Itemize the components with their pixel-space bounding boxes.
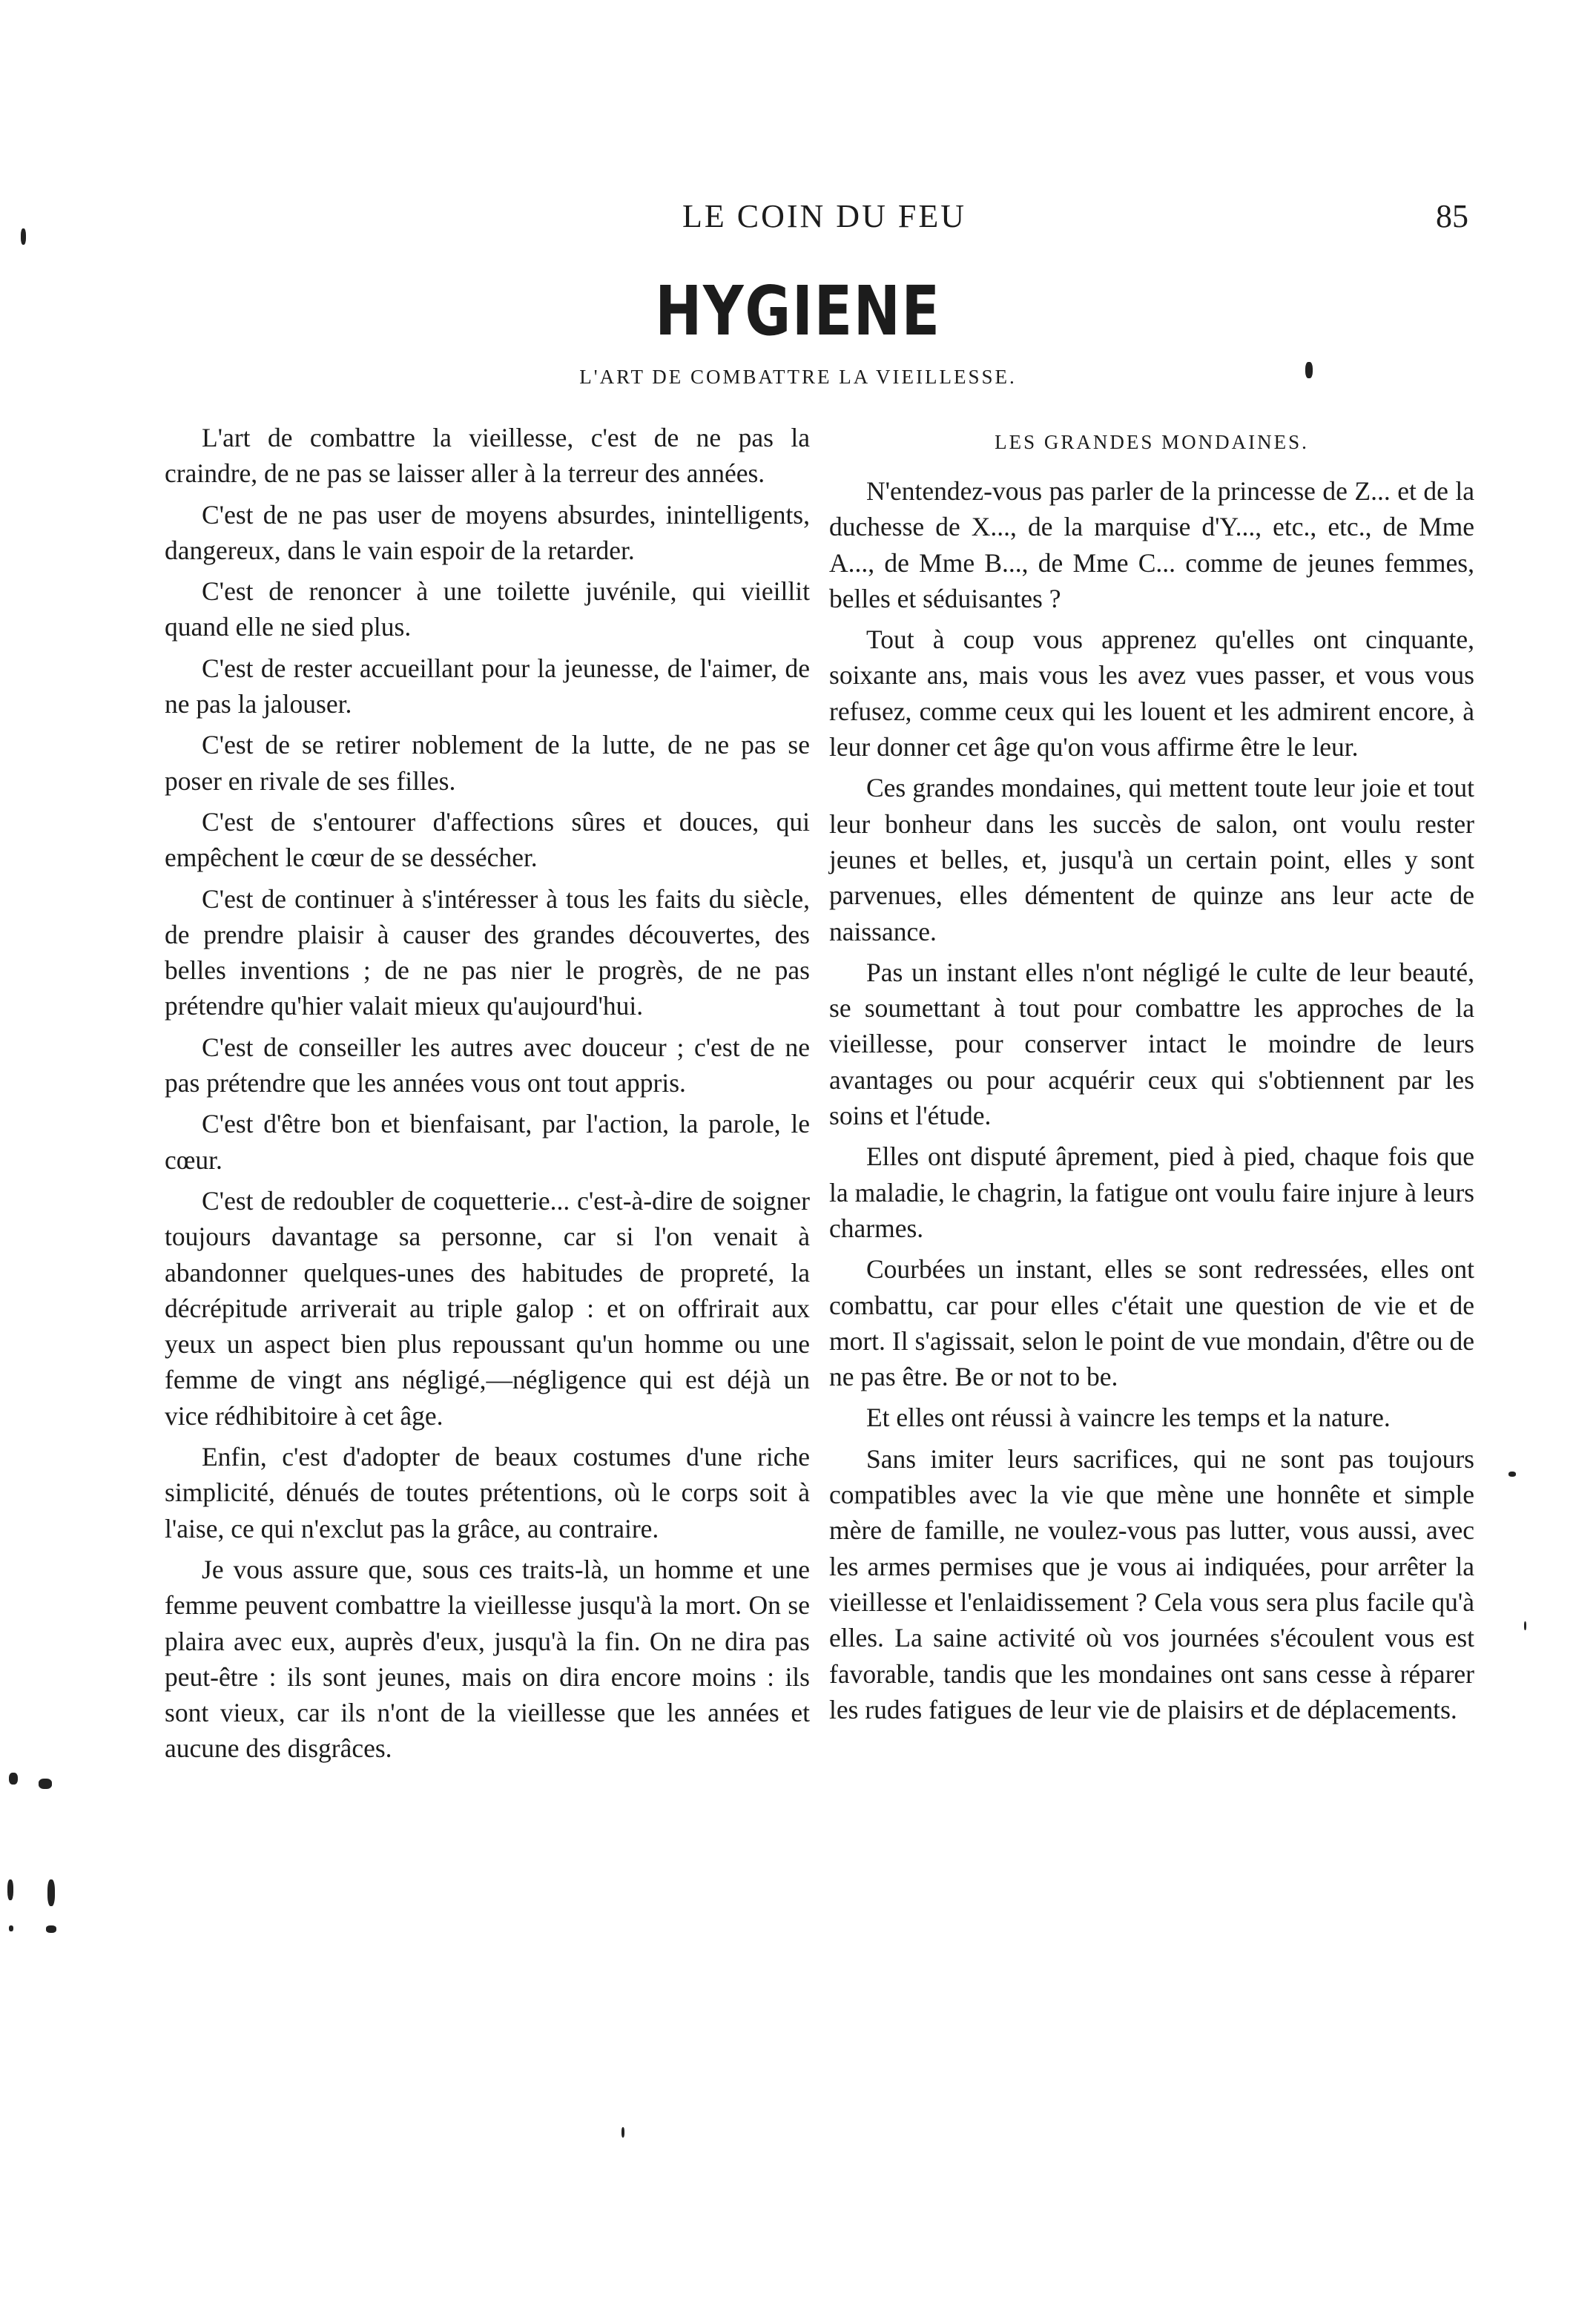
paragraph: Elles ont disputé âprement, pied à pied, chaque fois que la maladie, le chagrin, la fatigue ont voulu faire injure à leurs charmes. bbox=[829, 1141, 1474, 1243]
scan-speck bbox=[39, 1779, 52, 1789]
left-column bbox=[165, 420, 810, 1772]
scan-speck bbox=[1508, 1472, 1516, 1477]
paragraph: C'est de redoubler de coquetterie... c'est-à-dire de soigner toujours davantage sa personne, car si l'on venait à abandonner quelques-unes des habitudes de propreté, la décrépitude arriverait au triple galop : et on offrirait aux yeux un aspect bien plus repoussant qu'un homme ou une femme de vingt ans négligé,—négligence qui est déjà un vice rédhibitoire à cet âge. bbox=[165, 1185, 810, 1431]
paragraph: C'est de continuer à s'intéresser à tous les faits du siècle, de prendre plaisir à causer des grandes découvertes, des belles inventions ; de ne pas nier le progrès, de ne pas prétendre qu'hier valait mieux qu'aujourd'hui. bbox=[165, 883, 810, 1021]
page-number: 85 bbox=[1436, 198, 1468, 234]
paragraph: C'est de se retirer noblement de la lutte, de ne pas se poser en rivale de ses filles. bbox=[165, 730, 810, 796]
scan-speck bbox=[21, 228, 26, 245]
paragraph: Courbées un instant, elles se sont redressées, elles ont combattu, car pour elles c'était une question de vie et de mort. Il s'agissait, selon le point de vue mondain, d'être ou de ne pas être. Be or not to be. bbox=[829, 1254, 1474, 1392]
scan-speck bbox=[1305, 362, 1313, 378]
paragraph: C'est de conseiller les autres avec douceur ; c'est de ne pas prétendre que les années vous ont tout appris. bbox=[165, 1032, 810, 1098]
paragraph: C'est de s'entourer d'affections sûres et douces, qui empêchent le cœur de se dessécher. bbox=[165, 806, 810, 873]
paragraph: Sans imiter leurs sacrifices, qui ne sont pas toujours compatibles avec la vie que mène une honnête et simple mère de famille, ne voulez-vous pas lutter, vous aussi, avec les armes permises que je vous ai indiquées, pour arrêter la vieillesse et l'enlaidissement ? Cela vous sera plus facile qu'à elles. La saine activité où vos journées s'écoulent vous est favorable, tandis que les mondaines ont sans cesse à réparer les rudes fatigues de leur vie de plaisirs et de déplacements. bbox=[829, 1443, 1474, 1724]
paragraph: C'est de ne pas user de moyens absurdes, inintelligents, dangereux, dans le vain espoir de la retarder. bbox=[165, 499, 810, 565]
article-title: HYGIENE bbox=[655, 271, 941, 351]
scan-speck bbox=[9, 1773, 18, 1785]
paragraph: Pas un instant elles n'ont négligé le culte de leur beauté, se soumettant à tout pour combattre les approches de la vieillesse, pour conserver intact le moindre de leurs avantages ou pour acquérir ceux qui s'obtiennent par les soins et l'étude. bbox=[829, 957, 1474, 1131]
paragraph: C'est de rester accueillant pour la jeunesse, de l'aimer, de ne pas la jalouser. bbox=[165, 653, 810, 719]
page-header bbox=[0, 194, 1596, 239]
paragraph: L'art de combattre la vieillesse, c'est de ne pas la craindre, de ne pas se laisser aller à la terreur des années. bbox=[165, 423, 810, 489]
scan-speck bbox=[1524, 1621, 1526, 1630]
column-heading: LES GRANDES MONDAINES. bbox=[995, 431, 1309, 453]
paragraph: Je vous assure que, sous ces traits-là, un homme et une femme peuvent combattre la vieillesse jusqu'à la mort. On se plaira avec eux, auprès d'eux, jusqu'à la fin. On ne dira pas peut-être : ils sont jeunes, mais on dira encore moins : ils sont vieux, car ils n'ont de la vieillesse que les années et aucune des disgrâces. bbox=[165, 1554, 810, 1764]
paragraph: Ces grandes mondaines, qui mettent toute leur joie et tout leur bonheur dans les succès de salon, ont voulu rester jeunes et belles, et, jusqu'à un certain point, elles y sont parvenues, elles démentent de quinze ans leur acte de naissance. bbox=[829, 773, 1474, 946]
article-subtitle: L'ART DE COMBATTRE LA VIEILLESSE. bbox=[579, 366, 1017, 388]
scan-speck bbox=[9, 1925, 13, 1931]
paragraph: N'entendez-vous pas parler de la princesse de Z... et de la duchesse de X..., de la marquise d'Y..., etc., etc., de Mme A..., de Mme B..., de Mme C... comme de jeunes femmes, belles et séduisantes ? bbox=[829, 476, 1474, 613]
scan-speck bbox=[46, 1925, 56, 1933]
scan-speck bbox=[47, 1879, 55, 1906]
right-column bbox=[829, 420, 1474, 1733]
scan-speck bbox=[7, 1879, 13, 1900]
paragraph: C'est d'être bon et bienfaisant, par l'action, la parole, le cœur. bbox=[165, 1109, 810, 1175]
paragraph: Enfin, c'est d'adopter de beaux costumes d'une riche simplicité, dénués de toutes prétentions, où le corps soit à l'aise, ce qui n'exclut pas la grâce, au contraire. bbox=[165, 1442, 810, 1543]
scan-speck bbox=[621, 2127, 624, 2138]
running-title: LE COIN DU FEU bbox=[682, 198, 966, 234]
paragraph: Tout à coup vous apprenez qu'elles ont cinquante, soixante ans, mais vous les avez vues passer, et vous vous refusez, comme ceux qui les louent et les admirent encore, à leur donner cet âge qu'on vous affirme être le leur. bbox=[829, 625, 1474, 762]
paragraph: C'est de renoncer à une toilette juvénile, qui vieillit quand elle ne sied plus. bbox=[165, 576, 810, 642]
paragraph: Et elles ont réussi à vaincre les temps et la nature. bbox=[866, 1403, 1391, 1433]
